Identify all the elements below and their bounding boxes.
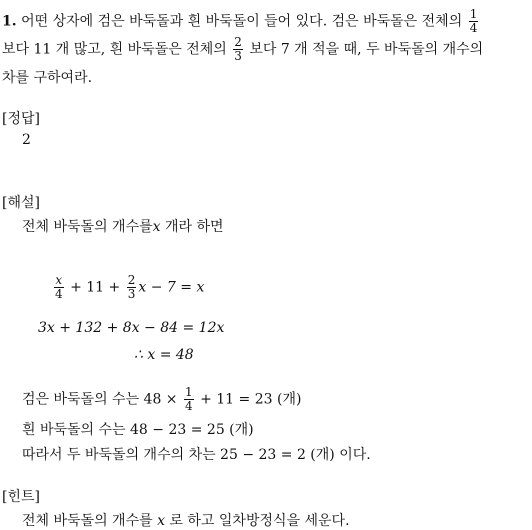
explanation-line-3: 따라서 두 바둑돌의 개수의 차는 25 − 23 = 2 (개) 이다.	[22, 447, 371, 463]
problem-line-3: 차를 구하여라.	[2, 70, 93, 86]
problem-number: 1.	[2, 13, 17, 30]
explanation-line-2: 흰 바둑돌의 수는 48 − 23 = 25 (개)	[22, 422, 254, 438]
equation-1: $\frac{x}{4}$ + 11 + $\frac{2}{3}$ x − 7 = x	[55, 273, 205, 301]
answer-header: [정답]	[2, 111, 40, 127]
hint-header: [힌트]	[2, 489, 40, 505]
problem-text-2b: 보다 7 개 적을 때, 두 바둑돌의 개수의	[249, 41, 484, 58]
explanation-intro: 전체 바둑돌의 개수를x 개라 하면	[22, 219, 224, 235]
hint-text: 전체 바둑돌의 개수를 x 로 하고 일차방정식을 세운다.	[22, 513, 350, 529]
equation-3: ∴ x = 48	[134, 347, 194, 363]
fraction-two-thirds: $\frac{2}{3}$	[234, 35, 242, 63]
fraction-one-quarter: $\frac{1}{4}$	[469, 7, 478, 35]
problem-line-2	[2, 36, 483, 63]
equation-2: 3x + 132 + 8x − 84 = 12x	[38, 320, 225, 336]
problem-text-2a: 보다 11 개 많고, 흰 바둑돌은 전체의	[2, 41, 227, 58]
explanation-line-1: 검은 바둑돌의 수는 48 × $\frac{1}{4}$ + 11 = 23 (개)	[22, 385, 302, 413]
explanation-header: [해설]	[2, 195, 40, 211]
problem-line-1	[2, 8, 480, 35]
problem-text-1: 어떤 상자에 검은 바둑돌과 흰 바둑돌이 들어 있다. 검은 바둑돌은 전체의	[21, 13, 463, 30]
answer-value: 2	[22, 132, 31, 148]
